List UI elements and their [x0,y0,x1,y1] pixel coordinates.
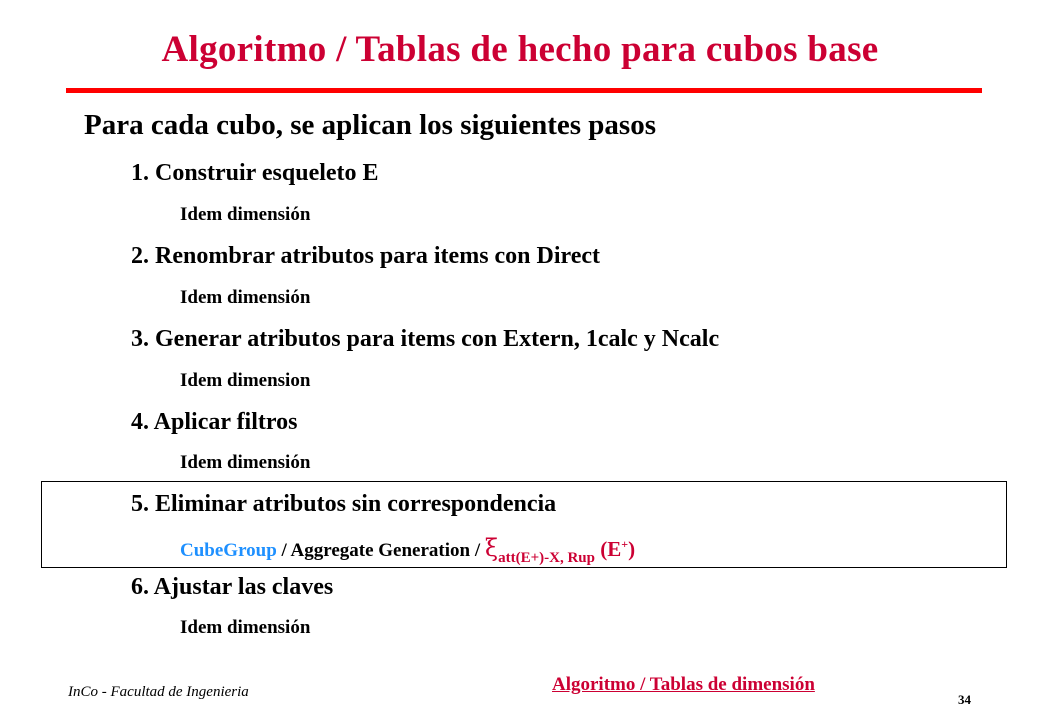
step-1-detail: Idem dimensión [180,204,311,225]
step-2: 2. Renombrar atributos para items con Direct [131,243,601,269]
step-3-detail: Idem dimension [180,370,311,391]
slide-title: Algoritmo / Tablas de hecho para cubos base [161,29,879,70]
step-6: 6. Ajustar las claves [131,574,334,600]
xi-symbol: ξ [484,534,499,562]
step-5: 5. Eliminar atributos sin correspondencia [131,491,557,517]
step-4-detail: Idem dimensión [180,452,311,473]
e-plus-expression: (E+) [595,537,636,561]
step-1: 1. Construir esqueleto E [131,160,379,186]
xi-subscript: att(E+)-X, Rup [498,550,595,566]
slide-subtitle: Para cada cubo, se aplican los siguientes pasos [84,109,656,141]
aggregate-generation-text: / Aggregate Generation / [276,540,485,561]
footer-institution: InCo - Facultad de Ingenieria [68,684,249,700]
step-2-detail: Idem dimensión [180,287,311,308]
dimension-tables-link[interactable]: Algoritmo / Tablas de dimensión [552,674,815,695]
step-5-detail [180,534,635,567]
page-number: 34 [958,692,971,707]
title-underline [66,88,982,93]
cubegroup-label: CubeGroup [180,540,277,561]
step-6-detail: Idem dimensión [180,617,311,638]
step-4: 4. Aplicar filtros [131,409,298,435]
step-3: 3. Generar atributos para items con Extern, 1calc y Ncalc [131,326,720,352]
